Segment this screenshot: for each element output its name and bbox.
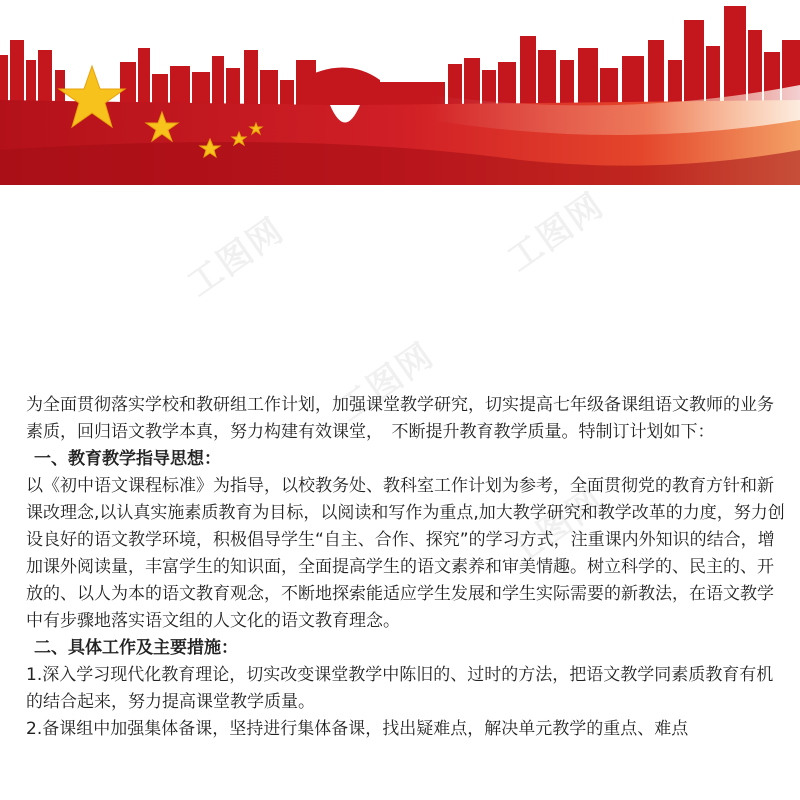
section-heading-2: 二、具体工作及主要措施： [34, 638, 238, 658]
guiding-ideology-paragraph: 以《初中语文课程标准》为指导，以校教务处、教科室工作计划为参考，全面贯彻党的教育方针和新课改理念,以认真实施素质教育为目标，以阅读和写作为重点,加大教学研究和教学改革的力度，努力创设良好的语文教学环境，积极倡导学生“自主、合作、探究”的学习方式，注重课内外知识的结合，增加课外阅读量，丰富学生的知识面，全面提高学生的语文素养和审美情趣。树立科学的、民主的、开放的、以人为本的语文教育观念，不断地探索能适应学生发展和学生实际需要的新教法，在语文教学中有步骤地落实语文组的人文化的语文教育理念。 [26, 476, 785, 631]
intro-paragraph: 为全面贯彻落实学校和教研组工作计划，加强课堂教学研究，切实提高七年级备课组语文教师的业务素质，回归语文教学本真，努力构建有效课堂， 不断提升教育教学质量。特制订计划如下： [26, 395, 774, 442]
watermark: 工图网 [500, 185, 612, 280]
header-banner [0, 0, 800, 185]
section-heading-1: 一、教育教学指导思想： [34, 449, 221, 469]
watermark: 工图网 [500, 480, 612, 575]
watermark: 工图网 [180, 210, 292, 305]
document-body [26, 392, 786, 743]
watermark: 工图网 [330, 335, 442, 430]
measure-item-2: 2.备课组中加强集体备课，坚持进行集体备课，找出疑难点，解决单元教学的重点、难点 [26, 719, 689, 739]
measure-item-1: 1.深入学习现代化教育理论，切实改变课堂教学中陈旧的、过时的方法，把语文教学同素质教育有机的结合起来，努力提高课堂教学质量。 [26, 665, 774, 712]
